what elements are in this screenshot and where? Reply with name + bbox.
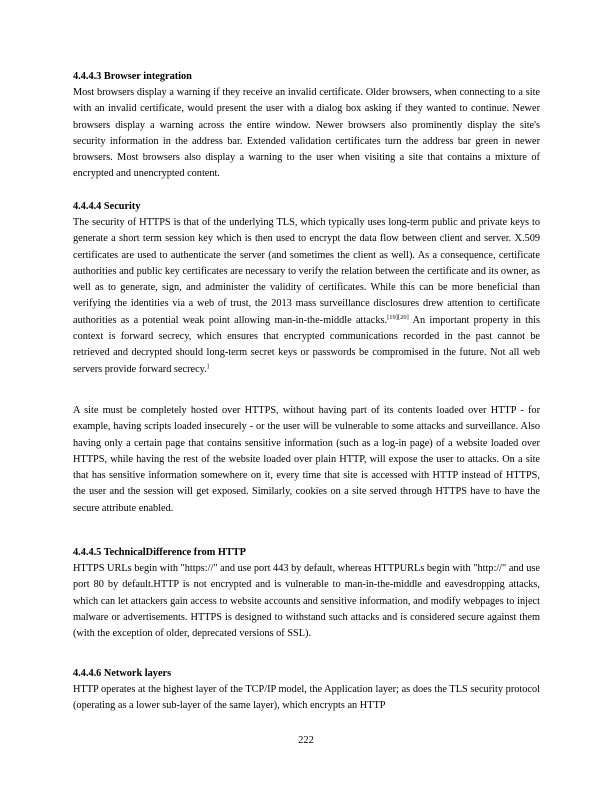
citation-19[interactable]: [19] <box>387 313 398 321</box>
citation-bracket: ] <box>206 362 209 370</box>
paragraph-difference-from-http: HTTPS URLs begin with "https://" and use port 443 by default, whereas HTTPURLs begin with "http://" and use port 80 by default.HTTP is not encrypted and is vulnerable to man-in-the-middle and eavesdropping attacks, which can let attackers gain access to website accounts and sensitive information, and modify webpages to inject malware or advertisements. HTTPS is designed to withstand such attacks and is considered secure against them (with the exception of older, deprecated versions of SSL). <box>73 563 540 640</box>
citation-20[interactable]: [20] <box>397 313 409 321</box>
paragraph-browser-integration: Most browsers display a warning if they receive an invalid certificate. Older browsers, when connecting to a site with an invalid certificate, would present the user with a dialog box asking if they wanted to continue. Newer browsers display a warning across the entire window. Newer browsers also prominently display the site's security information in the address bar. Extended validation certificates turn the address bar green in newer browsers. Most browsers also display a warning to the user when visiting a site that contains a mixture of encrypted and unencrypted content. <box>73 87 540 180</box>
security-text-part-2: An important property in this context is forward secrecy, which ensures that encrypted communications recorded in the past cannot be retrieved and decrypted should long-term secret keys or passwords be compromised in the future. Not all web servers provide forward secrecy. <box>73 314 540 375</box>
heading-browser-integration: 4.4.4.3 Browser integration <box>73 71 192 82</box>
page-number: 222 <box>298 735 314 746</box>
heading-security: 4.4.4.4 Security <box>73 201 141 212</box>
paragraph-mixed-content: A site must be completely hosted over HTTPS, without having part of its contents loaded over HTTP - for example, having scripts loaded insecurely - or the user will be vulnerable to some attacks and surveillance. Also having only a certain page that contains sensitive information (such as a log-in page) of a website loaded over HTTPS, while having the rest of the website loaded over plain HTTP, will expose the user to attacks. On a site that has sensitive information somewhere on it, every time that site is accessed with HTTP instead of HTTPS, the user and the session will get exposed. Similarly, cookies on a site served through HTTPS have to have the secure attribute enabled. <box>73 405 540 514</box>
heading-difference-from-http: 4.4.4.5 TechnicalDifference from HTTP <box>73 547 246 558</box>
heading-network-layers: 4.4.4.6 Network layers <box>73 668 172 679</box>
paragraph-network-layers: HTTP operates at the highest layer of the TCP/IP model, the Application layer; as does the TLS security protocol (operating as a lower sub-layer of the same layer), which encrypts an HTTP <box>73 684 540 712</box>
security-text-part-1: The security of HTTPS is that of the underlying TLS, which typically uses long-term public and private keys to generate a short term session key which is then used to encrypt the data flow between client and server. X.509 certificates are used to authenticate the server (and sometimes the client as well). As a consequence, certificate authorities and public key certificates are necessary to verify the relation between the certificate and its owner, as well as to generate, sign, and administer the validity of certificates. While this can be more beneficial than verifying the identities via a web of trust, the 2013 mass surveillance disclosures drew attention to certificate authorities as a potential weak point allowing man-in-the-middle attacks. <box>73 217 540 326</box>
paragraph-security <box>73 215 540 378</box>
